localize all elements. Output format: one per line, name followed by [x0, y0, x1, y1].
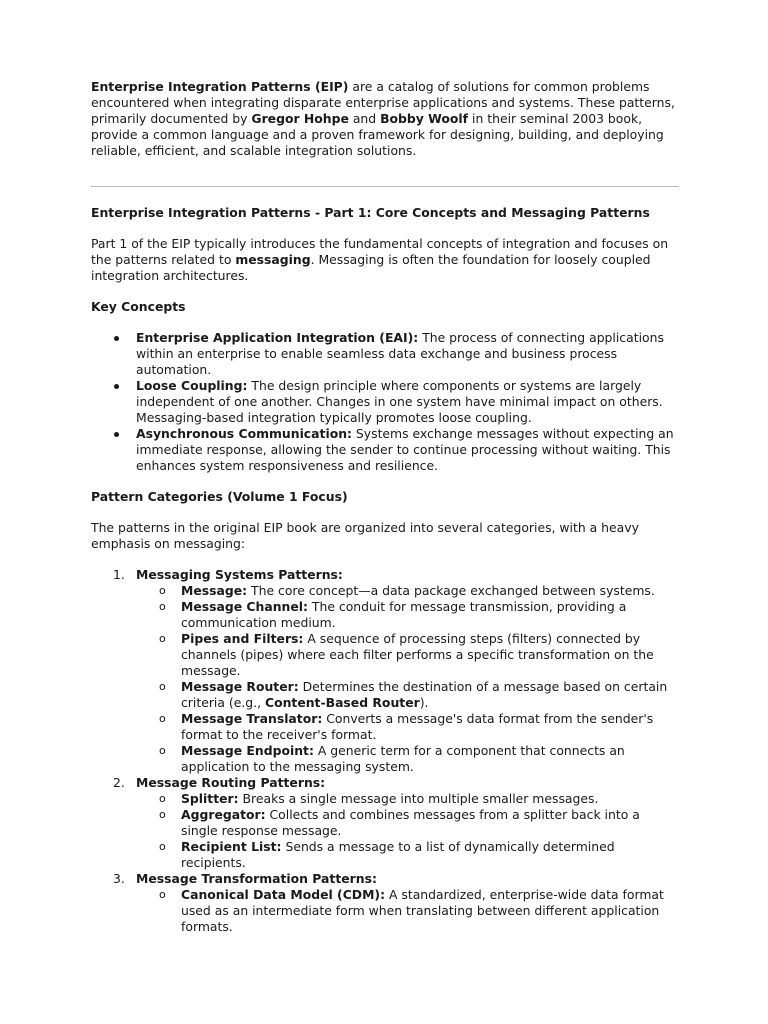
circle-bullet-icon: o — [159, 584, 166, 597]
pattern-bold-term: Content-Based Router — [264, 695, 420, 710]
circle-bullet-icon: o — [159, 712, 166, 725]
pattern-categories-intro: The patterns in the original EIP book are organized into several categories, with a heavy emphasis on messaging: — [91, 520, 639, 551]
intro-author-2: Bobby Woolf — [380, 111, 469, 126]
pattern-text: A standardized, enterprise-wide data format used as an intermediate form when translating between different application formats. — [181, 887, 664, 934]
circle-bullet-icon: o — [159, 792, 166, 805]
intro-author-1: Gregor Hohpe — [251, 111, 349, 126]
bullet-icon — [114, 384, 119, 389]
pattern-term: Canonical Data Model (CDM): — [181, 887, 386, 902]
category-number: 1. — [113, 567, 125, 582]
concept-text: The design principle where components or systems are largely independent of one another. Changes in one system have minimal impact on others. Messaging-based integration typically promotes loose coupling. — [136, 378, 663, 425]
intro-text-2: in their seminal 2003 book, provide a common language and a proven framework for designing, building, and deploying reliable, efficient, and scalable integration solutions. — [91, 111, 664, 158]
category-title: Messaging Systems Patterns: — [136, 567, 343, 582]
list-item — [91, 330, 679, 378]
part1-text-b: . Messaging is often the foundation for loosely coupled integration architectures. — [91, 252, 651, 283]
sub-list-item — [136, 583, 679, 599]
category-number: 3. — [113, 871, 125, 886]
circle-bullet-icon: o — [159, 680, 166, 693]
pattern-term: Splitter: — [181, 791, 239, 806]
concept-term: Enterprise Application Integration (EAI): — [136, 330, 419, 345]
part1-heading: Enterprise Integration Patterns - Part 1: Core Concepts and Messaging Patterns — [91, 205, 650, 220]
pattern-term: Aggregator: — [181, 807, 266, 822]
sub-pattern-list — [136, 791, 679, 871]
horizontal-divider — [91, 186, 679, 187]
list-item — [91, 426, 679, 474]
intro-paragraph — [91, 79, 679, 159]
pattern-text: A generic term for a component that connects an application to the messaging system. — [181, 743, 625, 774]
pattern-term: Message Channel: — [181, 599, 308, 614]
pattern-text: The conduit for message transmission, providing a communication medium. — [181, 599, 627, 630]
intro-term: Enterprise Integration Patterns (EIP) — [91, 79, 349, 94]
circle-bullet-icon: o — [159, 744, 166, 757]
circle-bullet-icon: o — [159, 632, 166, 645]
part1-text-a: Part 1 of the EIP typically introduces the fundamental concepts of integration and focuses on the patterns related to — [91, 236, 669, 267]
pattern-text: The core concept—a data package exchanged between systems. — [247, 583, 655, 598]
pattern-term: Message Endpoint: — [181, 743, 314, 758]
intro-text-1: are a catalog of solutions for common problems encountered when integrating disparate enterprise applications and systems. These patterns, primarily documented by — [91, 79, 675, 126]
concept-text: The process of connecting applications within an enterprise to enable seamless data exchange and business process automation. — [136, 330, 664, 377]
pattern-term: Message Translator: — [181, 711, 323, 726]
pattern-term: Pipes and Filters: — [181, 631, 304, 646]
category-title: Message Transformation Patterns: — [136, 871, 377, 886]
bullet-icon — [114, 336, 119, 341]
pattern-text: Collects and combines messages from a splitter back into a single response message. — [181, 807, 640, 838]
pattern-categories-heading: Pattern Categories (Volume 1 Focus) — [91, 489, 348, 504]
sub-list-item — [136, 839, 679, 871]
category-title: Message Routing Patterns: — [136, 775, 326, 790]
sub-list-item — [136, 791, 679, 807]
pattern-text: Sends a message to a list of dynamically determined recipients. — [181, 839, 615, 870]
circle-bullet-icon: o — [159, 840, 166, 853]
pattern-categories-list — [91, 567, 679, 935]
key-concepts-heading: Key Concepts — [91, 299, 186, 314]
pattern-text: A sequence of processing steps (filters) connected by channels (pipes) where each filter performs a specific transformation on the message. — [181, 631, 654, 678]
pattern-text: Converts a message's data format from the sender's format to the receiver's format. — [181, 711, 654, 742]
document-content — [91, 79, 679, 935]
intro-and: and — [348, 111, 381, 126]
sub-list-item — [136, 631, 679, 679]
pattern-term: Message Router: — [181, 679, 299, 694]
sub-list-item — [136, 599, 679, 631]
circle-bullet-icon: o — [159, 600, 166, 613]
category-item — [91, 567, 679, 775]
pattern-text: Breaks a single message into multiple smaller messages. — [238, 791, 599, 806]
part1-paragraph — [91, 236, 679, 284]
concept-text: Systems exchange messages without expecting an immediate response, allowing the sender to continue processing without waiting. This enhances system responsiveness and resilience. — [136, 426, 674, 473]
sub-pattern-list — [136, 583, 679, 775]
sub-list-item — [136, 743, 679, 775]
part1-bold: messaging — [235, 252, 311, 267]
concept-term: Loose Coupling: — [136, 378, 248, 393]
category-item — [91, 871, 679, 935]
sub-pattern-list — [136, 887, 679, 935]
pattern-term: Recipient List: — [181, 839, 282, 854]
pattern-text: Determines the destination of a message based on certain criteria (e.g., — [181, 679, 668, 710]
circle-bullet-icon: o — [159, 888, 166, 901]
sub-list-item — [136, 807, 679, 839]
sub-list-item — [136, 679, 679, 711]
bullet-icon — [114, 432, 119, 437]
list-item — [91, 378, 679, 426]
category-item — [91, 775, 679, 871]
pattern-text-tail: ). — [419, 695, 429, 710]
category-number: 2. — [113, 775, 125, 790]
sub-list-item — [136, 711, 679, 743]
sub-list-item — [136, 887, 679, 935]
key-concepts-list — [91, 330, 679, 474]
pattern-term: Message: — [181, 583, 248, 598]
circle-bullet-icon: o — [159, 808, 166, 821]
concept-term: Asynchronous Communication: — [136, 426, 352, 441]
